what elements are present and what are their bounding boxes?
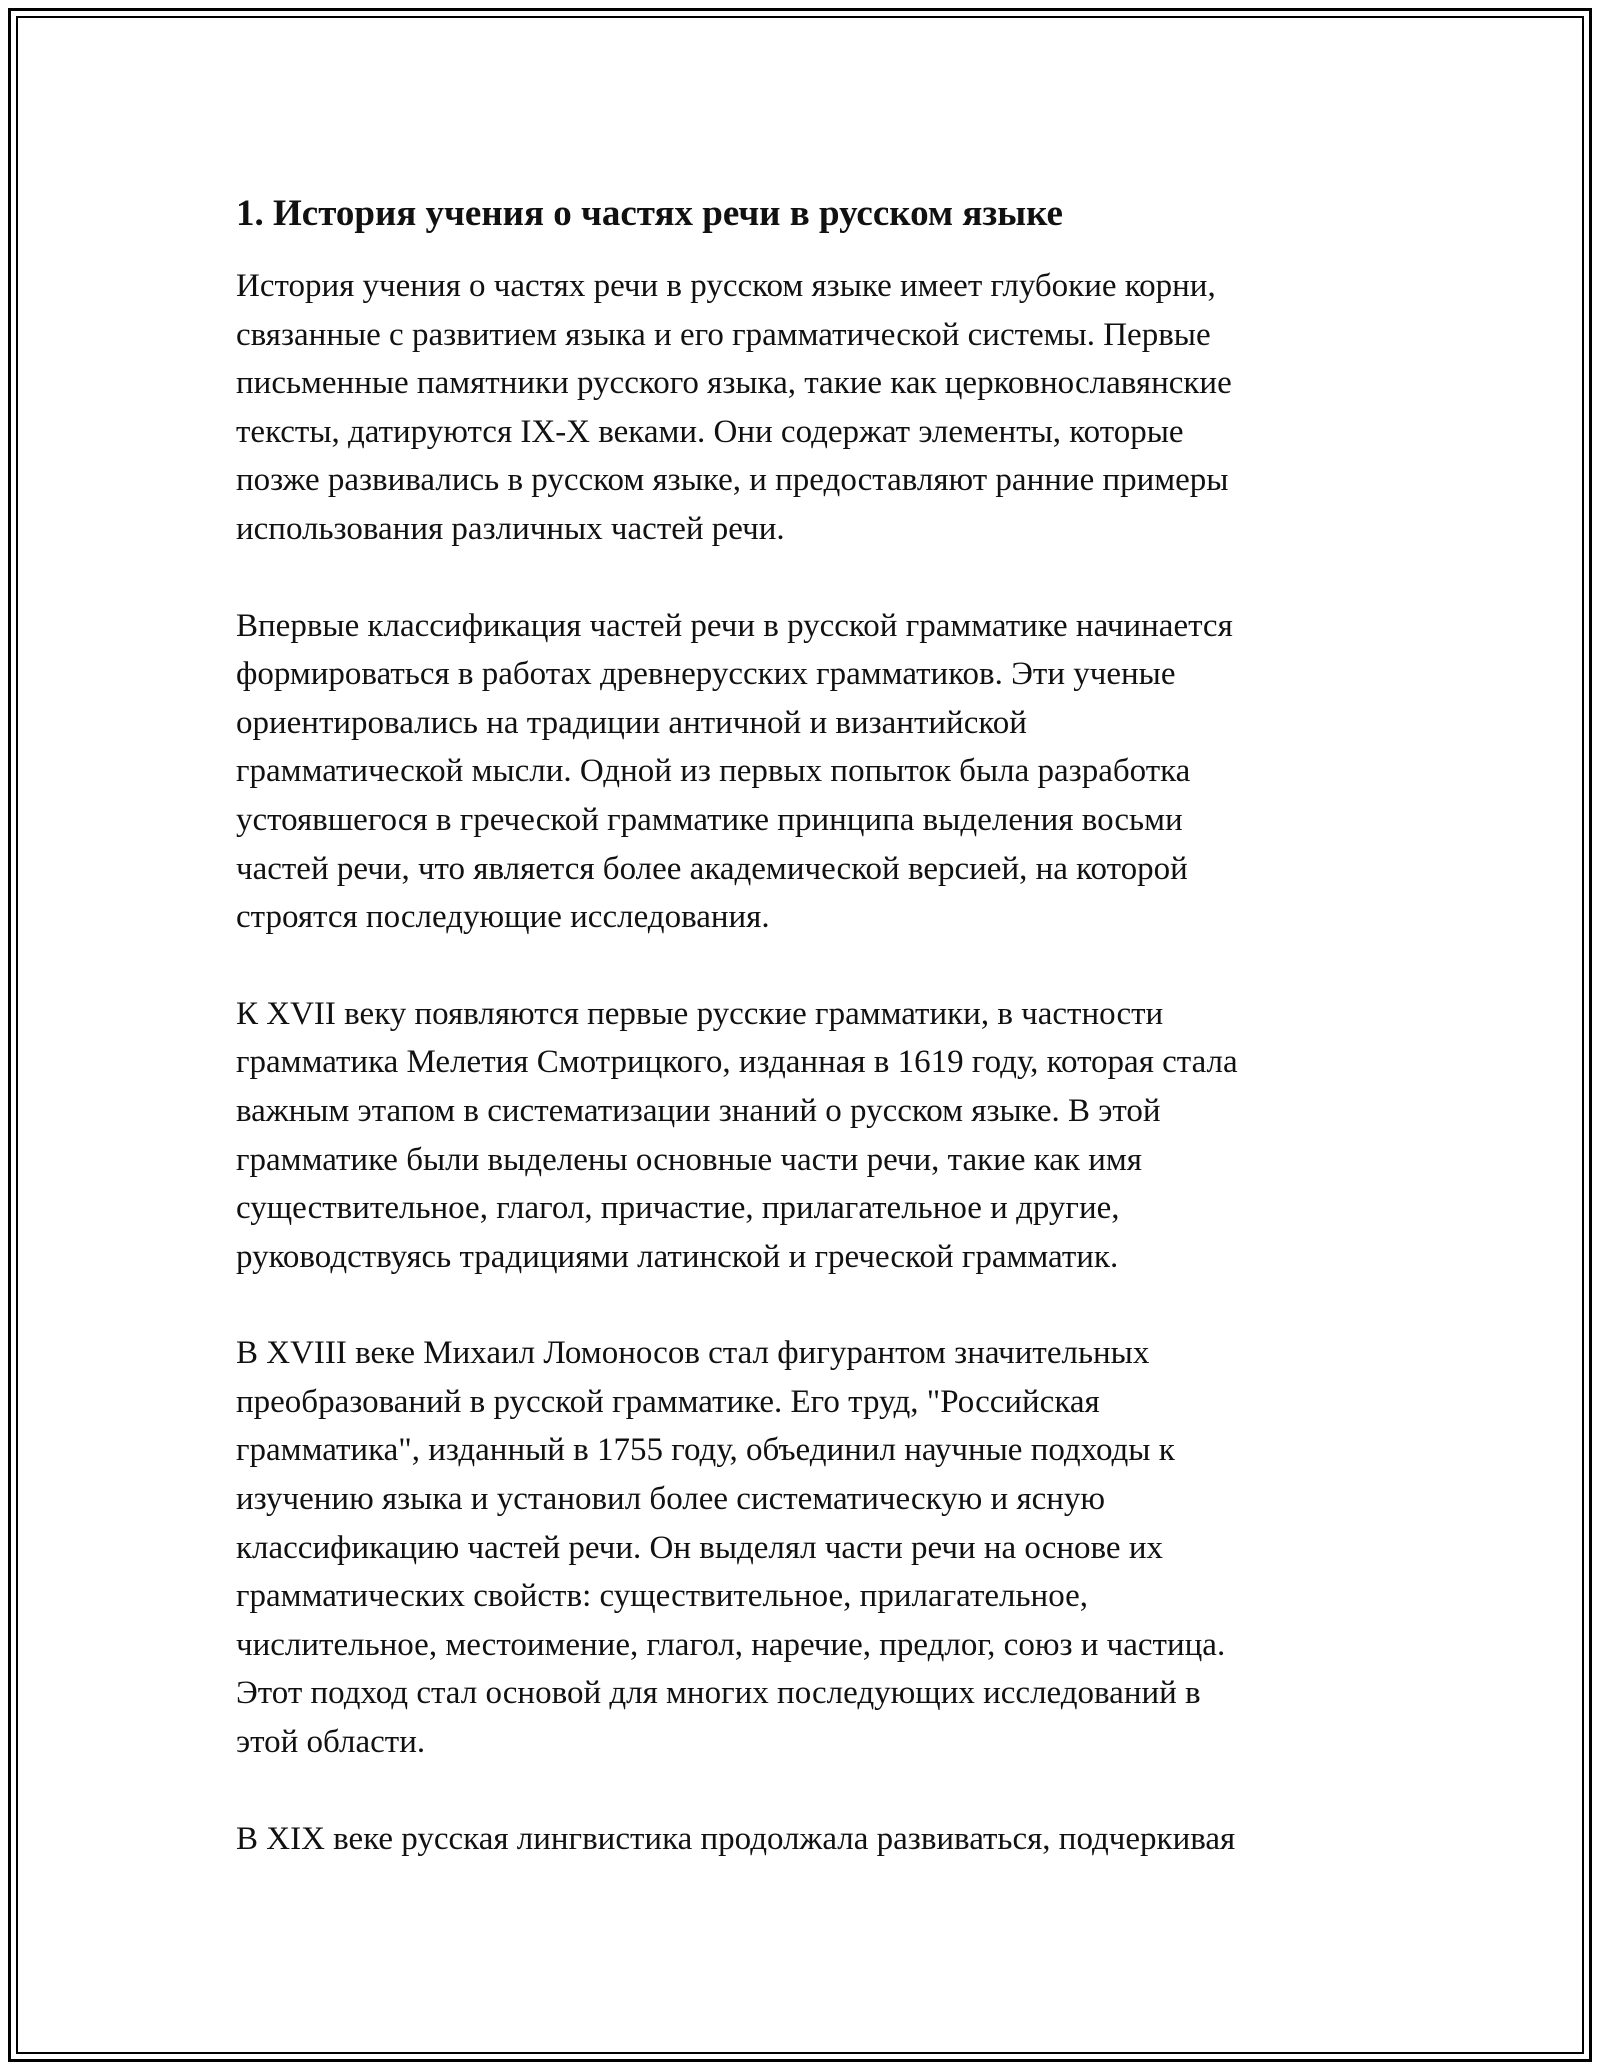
text-line: этой области. xyxy=(236,1724,426,1761)
text-line: тексты, датируются IX-X веками. Они содержат элементы, которые xyxy=(236,413,1184,450)
document-body xyxy=(236,188,1376,1911)
text-line: Этот подход стал основой для многих последующих исследований в xyxy=(236,1675,1201,1712)
text-line: письменные памятники русского языка, такие как церковнославянские xyxy=(236,365,1232,402)
text-line: изучению языка и установил более систематическую и ясную xyxy=(236,1481,1106,1518)
text-line: использования различных частей речи. xyxy=(236,510,785,547)
paragraph xyxy=(236,1815,1376,1864)
paragraphs-container xyxy=(236,262,1376,1863)
text-line: связанные с развитием языка и его грамматической системы. Первые xyxy=(236,316,1211,353)
text-line: руководствуясь традициями латинской и греческой грамматик. xyxy=(236,1238,1119,1275)
text-line: устоявшегося в греческой грамматике принципа выделения восьми xyxy=(236,801,1183,838)
text-line: строятся последующие исследования. xyxy=(236,899,770,936)
text-line: грамматике были выделены основные части речи, такие как имя xyxy=(236,1141,1142,1178)
text-line: К XVII веку появляются первые русские грамматики, в частности xyxy=(236,995,1164,1032)
text-line: Впервые классификация частей речи в русской грамматике начинается xyxy=(236,607,1233,644)
text-line: формироваться в работах древнерусских грамматиков. Эти ученые xyxy=(236,656,1176,693)
text-line: грамматика", изданный в 1755 году, объединил научные подходы к xyxy=(236,1432,1175,1469)
text-line: грамматика Мелетия Смотрицкого, изданная в 1619 году, которая стала xyxy=(236,1044,1238,1081)
text-line: классификацию частей речи. Он выделял части речи на основе их xyxy=(236,1529,1163,1566)
text-line: грамматических свойств: существительное, прилагательное, xyxy=(236,1578,1088,1615)
paragraph xyxy=(236,602,1376,942)
text-line: В XVIII веке Михаил Ломоносов стал фигурантом значительных xyxy=(236,1335,1150,1372)
section-heading: 1. История учения о частях речи в русском языке xyxy=(236,193,1063,234)
text-line: История учения о частях речи в русском языке имеет глубокие корни, xyxy=(236,268,1216,304)
text-line: грамматической мысли. Одной из первых попыток была разработка xyxy=(236,753,1191,790)
text-line: позже развивались в русском языке, и предоставляют ранние примеры xyxy=(236,462,1229,499)
text-line: важным этапом в систематизации знаний о русском языке. В этой xyxy=(236,1092,1161,1129)
text-line: числительное, местоимение, глагол, наречие, предлог, союз и частица. xyxy=(236,1626,1226,1663)
paragraph xyxy=(236,990,1376,1282)
paragraph xyxy=(236,1329,1376,1766)
text-line: ориентировались на традиции античной и византийской xyxy=(236,704,1027,741)
text-line: В XIX веке русская лингвистика продолжала развиваться, подчеркивая xyxy=(236,1820,1236,1857)
text-line: существительное, глагол, причастие, прилагательное и другие, xyxy=(236,1190,1120,1227)
text-line: частей речи, что является более академической версией, на которой xyxy=(236,850,1188,887)
text-line: преобразований в русской грамматике. Его труд, "Российская xyxy=(236,1383,1100,1420)
paragraph xyxy=(236,262,1376,554)
